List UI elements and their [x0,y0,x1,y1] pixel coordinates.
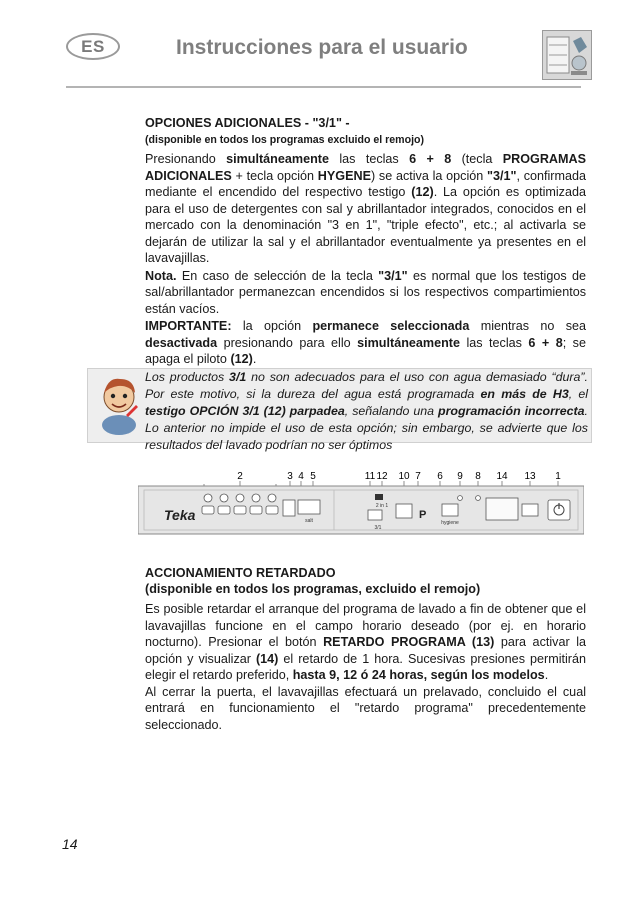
dishwasher-icon [543,31,591,79]
callout-7: 7 [415,471,421,482]
paragraph-delay: Es posible retardar el arranque del programa de lavado a fin de obtener que el lavavajillas funcione en el campo horario deseado (por ej. en horario nocturno). Presionar el botón RETARDO PROGRAMA (13) para activar la opción y visualizar (14) el retardo de 1 hora. Sucesivas presiones permitirán elegir el retardo preferido, hasta 9, 12 ó 24 horas, según los modelos. [145,602,587,682]
key-3in1-label: 3/1 [374,525,382,531]
callout-4: 4 [298,471,304,482]
section-heading: ACCIONAMIENTO RETARDADO [145,566,336,580]
callout-2: 2 [237,471,243,482]
warning-note-text: Los productos 3/1 no son adecuados para el uso con agua demasiado “dura”. Por este motivo, si la dureza del agua está programada en más de H3, el testigo OPCIÓN 3/1 (12) parpadea, señalando una programación incorrecta. Lo anterior no impide el uso de esta opción; sin embargo, se advierte que los resultados del lavado podrían no ser óptimos [145,370,589,452]
paragraph-important: IMPORTANTE: la opción permanece seleccionada mientras no sea desactivada presionando para ello simultáneamente las teclas 6 + 8; se apaga el piloto (12). [145,319,586,366]
paragraph-note: Nota. En caso de selección de la tecla "3/1" es normal que los testigos de sal/abrillantador permanezcan encendidos si los respectivos compartimientos están vacíos. [145,268,587,316]
section-heading: OPCIONES ADICIONALES - "3/1" - [145,116,350,130]
paragraph-door: Al cerrar la puerta, el lavavajillas efectuará un prelavado, concluido el cual entrará en funcionamiento el "retardo programa" precedentemente seleccionado. [145,684,586,732]
salt-label: salt [305,518,313,524]
callout-3: 3 [287,471,293,482]
page-title: Instrucciones para el usuario [176,36,468,59]
section-subheading: (disponible en todos los programas excluido el remojo) [145,134,425,146]
section-delayed-start [145,566,586,733]
dishwasher-photo [542,30,592,80]
cartoon-character-icon [98,373,140,437]
key-hygiene-label: hygiene [441,520,459,526]
callout-5: 5 [310,471,316,482]
callout-6: 6 [437,471,443,482]
callout-13: 13 [524,471,536,482]
page-number: 14 [62,836,78,852]
header-divider [66,86,581,88]
key-2in1-label: 2 in 1 [375,503,389,509]
callout-11: 11 [364,471,376,482]
language-code: ES [81,36,105,56]
key-p-label: P [419,509,427,521]
paragraph-3in1: Presionando simultáneamente las teclas 6 + 8 (tecla PROGRAMAS ADICIONALES + tecla opción HYGENE) se activa la opción "3/1", confirmada mediante el encendido del respectivo testigo (12). La opción es optimizada para el uso de detergentes con sal y abrillantador integrados, conocidos en el mercado con la denominación "3 en 1", "triple efecto", etc.; al activarla se dejarán de utilizar la sal y el abrillantador eventualmente ya presentes en el lavavajillas. [145,152,587,265]
callout-9: 9 [457,471,463,482]
callout-1: 1 [555,471,561,482]
callout-8: 8 [475,471,481,482]
section-subheading: (disponible en todos los programas, excluido el remojo) [145,582,481,596]
callout-12: 12 [376,471,388,482]
callout-14: 14 [496,471,508,482]
callout-10: 10 [398,471,410,482]
brand-logo: Teka [164,507,196,523]
language-badge [66,33,120,60]
control-panel-diagram [138,468,584,536]
section-options [145,116,586,368]
